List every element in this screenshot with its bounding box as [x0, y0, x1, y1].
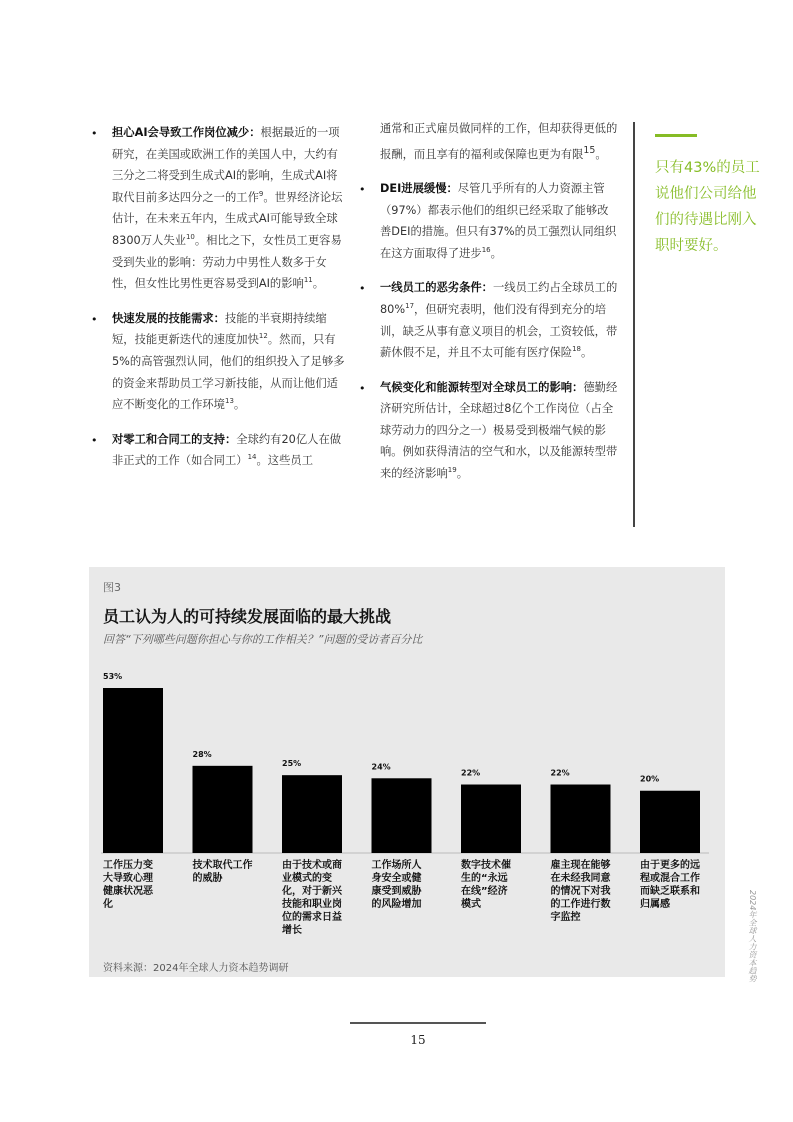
bullet-dot-icon: •: [359, 381, 366, 395]
category-label-line: 技术取代工作: [192, 860, 253, 871]
footnote-ref: 19: [447, 466, 457, 475]
body-text: 技能的半衰期持续缩短，技能更新迭代的速度加快: [112, 311, 327, 347]
footnote-ref: 9: [258, 190, 264, 199]
bullet-item: [91, 308, 347, 416]
body-text: 。这些员工: [256, 454, 313, 468]
category-label-line: 在未经我同意: [550, 873, 611, 884]
category-label-line: 的威胁: [192, 873, 223, 884]
body-text: 。: [233, 398, 246, 412]
category-label-line: 健康状况恶: [103, 886, 153, 897]
bullet-item: [91, 429, 347, 472]
left-column: [91, 122, 347, 485]
page-number: 15: [410, 1033, 426, 1047]
bar-5: [461, 785, 521, 853]
category-label: [281, 858, 343, 936]
body-text: 一线员工约占全球员工的80%: [380, 281, 618, 316]
bar-4: [372, 778, 432, 853]
category-label-line: 程或混合工作: [640, 873, 700, 884]
body-text: 根据最近的一项研究，在美国或欧洲工作的美国人中，大约有三分之二将受到生成式AI的影响，生成式AI将取代目前多达四分之一的工作: [112, 126, 340, 204]
body-text: 。世界经济论坛估计，在未来五年内，生成式AI可能导致全球8300万人失业: [112, 190, 343, 247]
category-label-line: 字监控: [550, 912, 581, 923]
category-label-line: 大导致心理: [103, 873, 153, 884]
bar-3: [282, 775, 342, 853]
data-label: 24%: [371, 762, 391, 772]
body-text: ，但研究表明，他们没有得到充分的培训，缺乏从事有意义项目的机会，工资较低，带薪休假不足，并且不太可能有医疗保险: [380, 302, 618, 360]
side-running-title: 2024年全球人力资本趋势: [748, 890, 757, 983]
body-text: 。: [580, 346, 593, 360]
category-label-line: 由于更多的远: [640, 860, 700, 871]
category-label-line: 的风险增加: [371, 899, 422, 910]
category-label-line: 生的“永远: [461, 873, 508, 884]
figure-label: 图3: [103, 581, 121, 594]
bullet-title: DEI进展缓慢：: [380, 181, 458, 195]
figure-source: 资料来源：2024年全球人力资本趋势调研: [103, 963, 289, 974]
body-text: 全球约有20亿人在做非正式的工作（如合同工）: [112, 432, 342, 468]
category-label: [372, 858, 423, 910]
figure-subtitle: 回答“下列哪些问题你担心与你的工作相关？”问题的受访者百分比: [103, 633, 423, 646]
figure-title: 员工认为人的可持续发展面临的最大挑战: [103, 607, 392, 626]
footnote-ref: 12: [258, 332, 268, 341]
footnote-ref: 13: [224, 397, 234, 406]
data-label: 28%: [192, 749, 212, 759]
bullet-dot-icon: •: [91, 433, 98, 447]
category-label-line: 的工作进行数: [550, 899, 611, 910]
body-text: 。: [490, 246, 502, 260]
data-label: 53%: [103, 672, 123, 681]
data-label: 22%: [550, 768, 570, 778]
footnote-ref: 15: [583, 144, 596, 156]
body-text: 德勤经济研究所估计，全球超过8亿个工作岗位（占全球劳动力的四分之一）极易受到极端气候的影响。例如获得清洁的空气和水，以及能源转型带来的经济影响: [380, 380, 618, 481]
category-label-line: 化: [103, 899, 113, 910]
category-label-line: 身安全或健: [371, 873, 422, 884]
category-label-line: 雇主现在能够: [550, 860, 611, 871]
category-label-line: 工作场所人: [371, 860, 422, 871]
bar-2: [193, 766, 253, 853]
bar-chart: [89, 567, 725, 957]
body-text: 。相比之下，女性员工更容易受到失业的影响：劳动力中男性人数多于女性，但女性比男性更容易受到AI的影响: [112, 233, 342, 291]
body-text: 。然而，只有5%的高管强烈认同，他们的组织投入了足够多的资金来帮助员工学习新技能，从而让他们适应不断变化的工作环境: [112, 333, 345, 412]
bar-1: [103, 688, 163, 853]
category-label-line: 增长: [282, 925, 302, 936]
category-label-line: 归属感: [640, 899, 670, 910]
bullet-dot-icon: •: [359, 282, 366, 296]
category-label-line: 位的需求日益: [282, 912, 342, 923]
bar-6: [551, 785, 611, 853]
footnote-ref: 17: [405, 302, 415, 311]
bullet-item: [359, 178, 618, 264]
category-label: [102, 858, 154, 910]
category-label: [192, 858, 253, 884]
middle-column: [359, 118, 618, 498]
middle-bullets: [359, 178, 618, 485]
footnote-ref: 16: [481, 245, 491, 254]
category-label-line: 在线”经济: [461, 886, 508, 897]
body-text: 。: [456, 467, 469, 481]
bullet-title: 对零工和合同工的支持：: [112, 432, 237, 446]
body-text: 尽管几乎所有的人力资源主管（97%）都表示他们的组织已经采取了能够改善DEI的措施。但只有37%的员工强烈认同组织在这方面取得了进步: [380, 181, 617, 260]
category-label-line: 业模式的变: [282, 873, 332, 884]
body-text: 。: [595, 147, 607, 161]
category-label-line: 由于技术或商: [282, 860, 342, 871]
category-label-line: 模式: [461, 899, 481, 910]
footnote-ref: 10: [185, 233, 195, 242]
data-label: 25%: [282, 759, 302, 769]
bullet-dot-icon: •: [359, 182, 366, 196]
category-label-line: 而缺乏联系和: [640, 886, 700, 897]
column-divider: [633, 122, 635, 527]
body-text: 通常和正式雇员做同样的工作，但却获得更低的报酬，而且享有的福利或保障也更为有限: [380, 122, 618, 161]
category-label-line: 数字技术催: [461, 860, 511, 871]
category-label: [640, 858, 700, 910]
bullet-title: 一线员工的恶劣条件：: [380, 281, 493, 295]
pull-quote: 只有43%的员工说他们公司给他们的待遇比刚入职时要好。: [655, 160, 760, 254]
category-label: [551, 858, 612, 923]
category-label-line: 的情况下对我: [550, 886, 611, 897]
footnote-ref: 11: [303, 276, 313, 285]
data-label: 20%: [640, 774, 660, 784]
bullet-dot-icon: •: [91, 127, 98, 140]
category-label: [460, 858, 511, 910]
figure-3: [89, 567, 725, 977]
category-label-line: 化，对于新兴: [282, 886, 342, 897]
footer-rule: [350, 1022, 486, 1024]
bar-7: [640, 791, 700, 853]
continued-paragraph: [380, 118, 618, 165]
category-label-line: 技能和职业岗: [282, 899, 342, 910]
footnote-ref: 18: [572, 345, 581, 354]
bullet-item: [91, 122, 347, 295]
data-label: 22%: [461, 768, 481, 778]
bullet-item: [359, 277, 618, 363]
bullet-title: 担心AI会导致工作岗位减少：: [112, 126, 261, 139]
footnote-ref: 14: [247, 453, 257, 462]
bullet-dot-icon: •: [91, 312, 98, 326]
bullet-title: 气候变化和能源转型对全球员工的影响：: [380, 380, 584, 394]
category-label-line: 康受到威胁: [371, 886, 422, 897]
bullet-item: [359, 377, 618, 485]
bullet-title: 快速发展的技能需求：: [112, 311, 225, 325]
body-text: 。: [312, 277, 325, 291]
pull-quote-accent: [655, 134, 697, 137]
category-label-line: 工作压力变: [103, 860, 153, 871]
